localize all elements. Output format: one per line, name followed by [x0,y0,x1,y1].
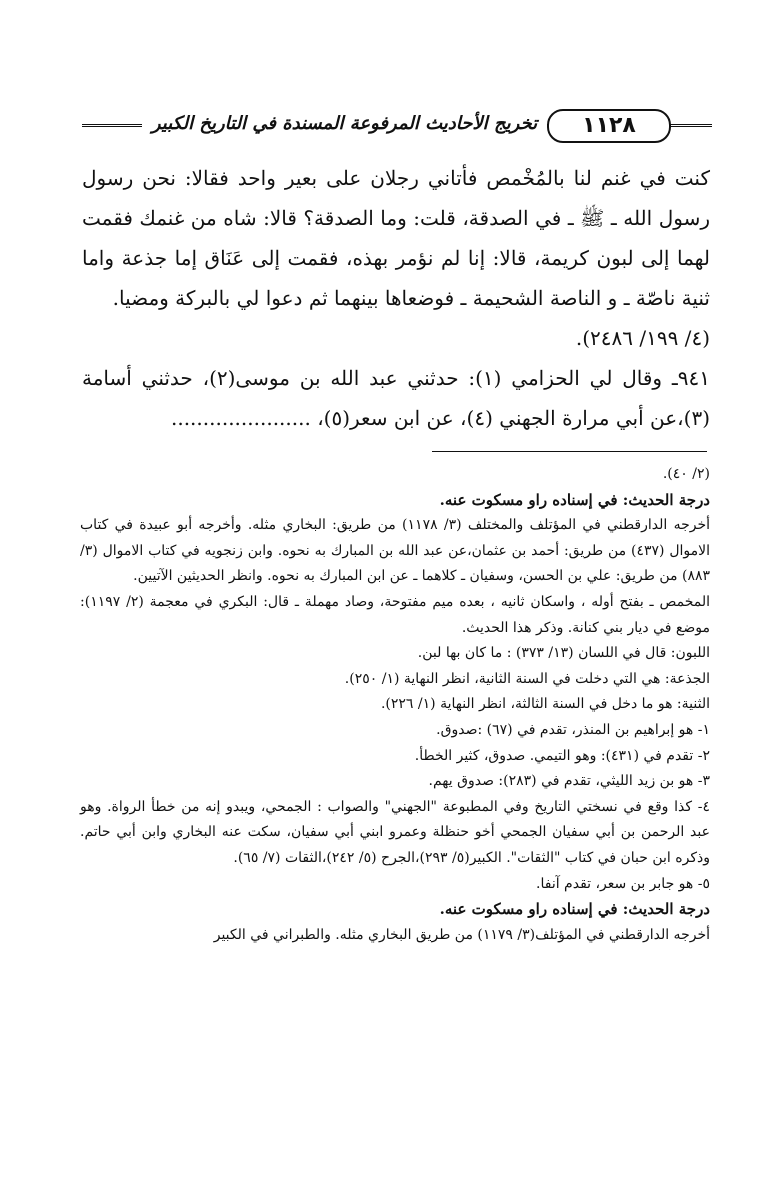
page-header [82,104,712,148]
footnote-laboon: اللبون: قال في اللسان (١٣/ ٣٧٣) : ما كان بها لبن. [417,645,710,662]
footnote-divider [432,451,707,452]
hadith-941: ٩٤١ـ وقال لي الحزامي (١): حدثني عبد الله بن موسى(٢)، حدثني أسامة (٣)،عن أبي مرارة الجهني (٤)، عن ابن سعر(٥)، ...................... [82,366,710,430]
main-paragraph-reference: (٤/ ١٩٩/ ٢٤٨٦). [575,326,710,350]
running-title: تخريج الأحاديث المرفوعة المسندة في التاريخ الكبير [142,109,547,139]
page-number: ١١٢٨ [547,109,671,143]
footnote-mukhmis: المخمص ـ بفتح أوله ، واسكان ثانيه ، بعده ميم مفتوحة، وصاد مهملة ـ قال: البكري في معجمة (٢/ ١١٩٧): موضع في ديار بني كنانة. وذكر هذا الحديث. [80,593,711,636]
footnote-takhrij-2: أخرجه الدارقطني في المؤتلف(٣/ ١١٧٩) من طريق البخاري مثله. والطبراني في الكبير [213,926,710,943]
hadith-grade: درجة الحديث: في إسناده راو مسكوت عنه. [439,490,710,509]
footnote-5: ٥- هو جابر بن سعر، تقدم آنفا. [536,875,710,892]
hadith-grade-2: درجة الحديث: في إسناده راو مسكوت عنه. [439,900,710,919]
main-paragraph: كنت في غنم لنا بالمُخْمص فأتاني رجلان على بعير واحد فقالا: نحن رسول رسول الله ـ ﷺ ـ في الصدقة، قلت: وما الصدقة؟ قالا: شاه من غنمك فقمت لهما إلى لبون كريمة، قالا: إنا لم نؤمر بهذه، فقمت إلى عَنَاق إما جذعة واما ثنية ناصّة ـ و الناصة الشحيمة ـ فوضعاها بينهما ثم دعوا لي بالبركة ومضيا. [82,166,710,310]
footnote-jadha: الجذعة: هي التي دخلت في السنة الثانية، انظر النهاية (١/ ٢٥٠). [344,670,710,687]
footnote-1: ١- هو إبراهيم بن المنذر، تقدم في (٦٧) :صدوق. [436,721,710,738]
footnote-4: ٤- كذا وقع في نسختي التاريخ وفي المطبوعة "الجهني" والصواب : الجمحي، ويبدو إنه من خطأ الرواة. وهو عبد الرحمن بن أبي سفيان الجمحي أخو حنظلة وعمرو ابني أبي سفيان، سكت عنه البخاري وابن أبي حاتم. وذكره ابن حبان في كتاب "الثقات". الكبير(٥/ ٢٩٣)،الجرح (٥/ ٢٤٢)،الثقات (٧/ ٦٥). [80,798,710,866]
main-text [82,158,710,438]
footnote-thaniya: الثنية: هو ما دخل في السنة الثالثة، انظر النهاية (١/ ٢٢٦). [380,696,710,713]
footnote-3: ٣- هو بن زيد الليثي، تقدم في (٢٨٣): صدوق يهم. [428,773,710,790]
footnote-takhrij: أخرجه الدارقطني في المؤتلف والمختلف (٣/ ١١٧٨) من طريق: البخاري مثله. وأخرجه أبو عبيدة في كتاب الاموال (٤٣٧) من طريق: أحمد بن عثمان،عن عبد الله بن المبارك به نحوه. وابن زنجويه في كتاب الاموال (٣/ ٨٨٣) من طريق: علي بن الحسن، وسفيان ـ كلاهما ـ عن ابن المبارك به نحوه. وانظر الحديثين الآتيين. [80,517,711,585]
footnote-2: ٢- تقدم في (٤٣١): وهو التيمي. صدوق، كثير الخطأ. [414,747,710,764]
footnotes [80,462,710,948]
footnote-line: (٢/ ٤٠). [662,466,710,482]
